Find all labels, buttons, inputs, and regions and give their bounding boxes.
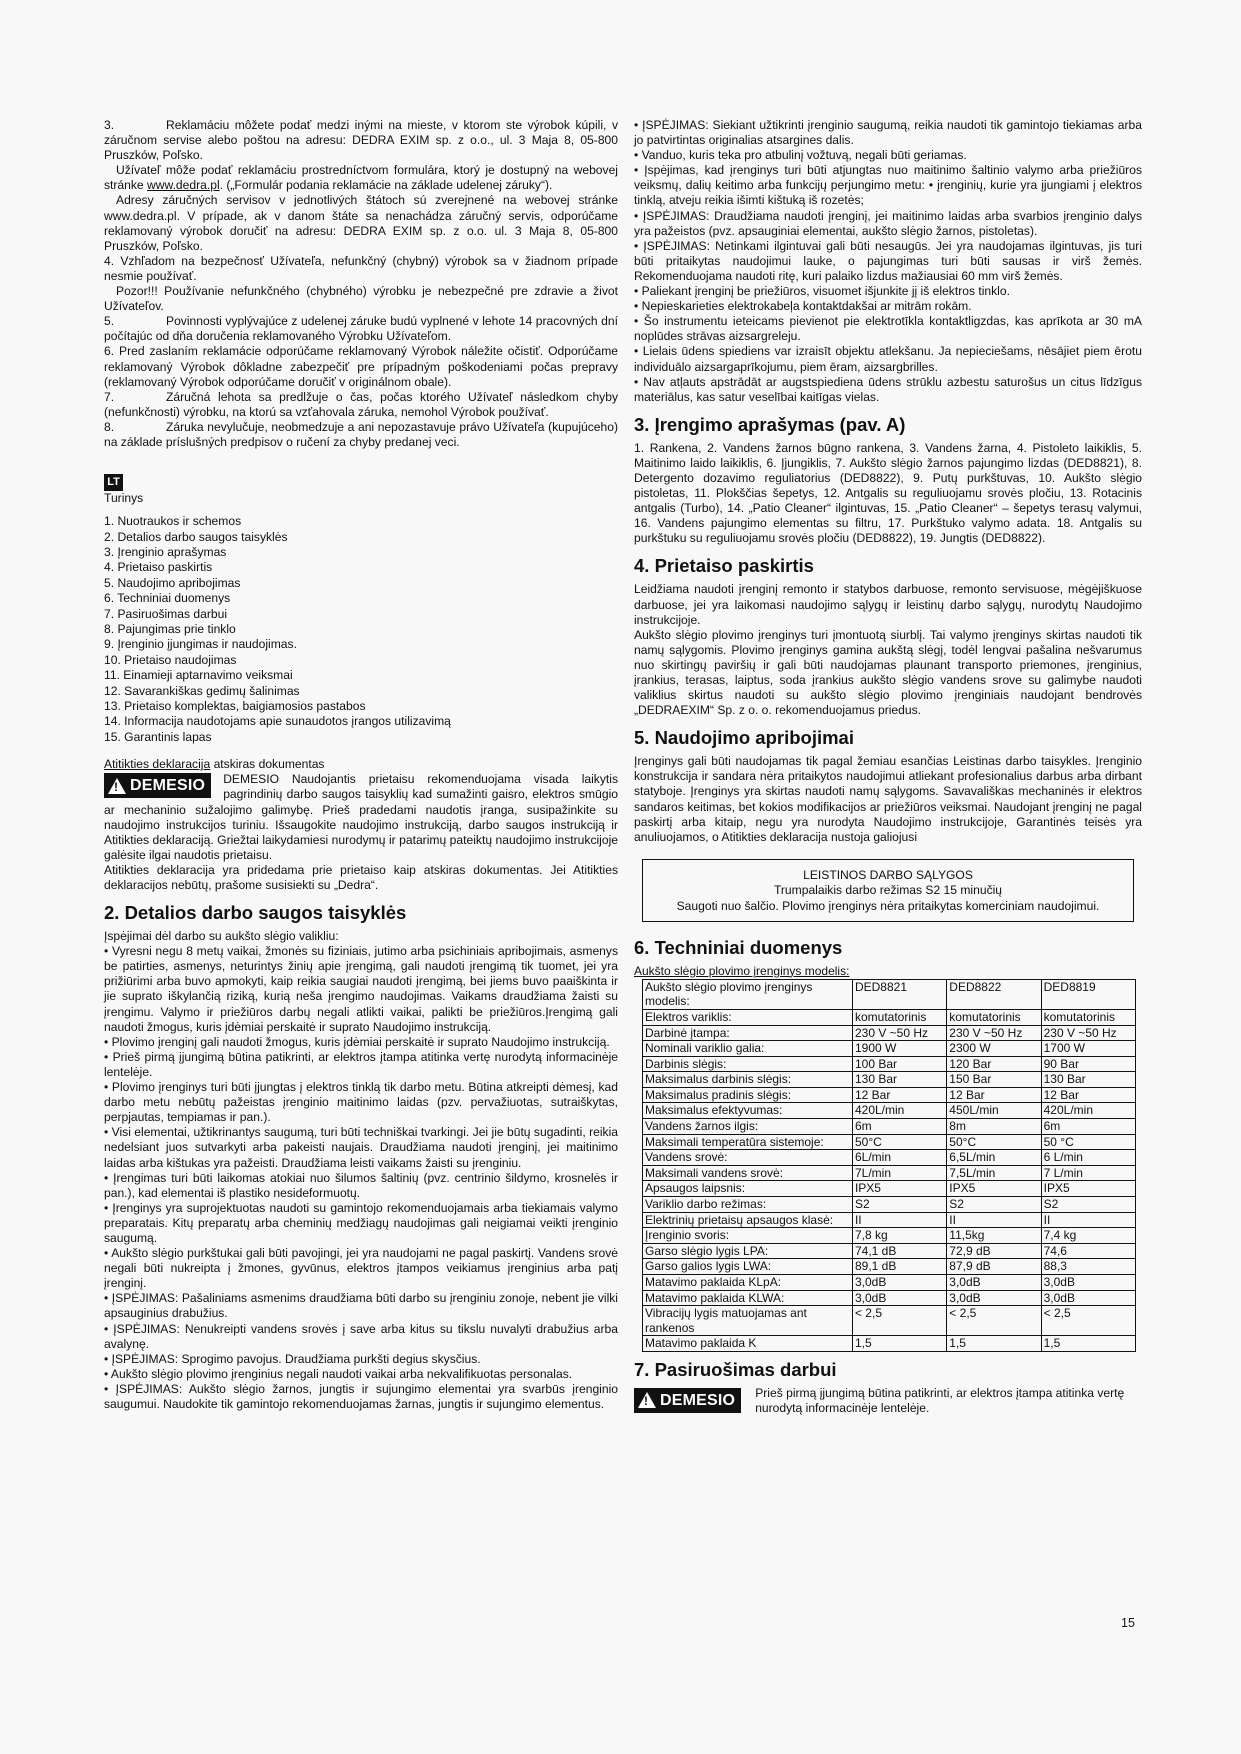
table-value-cell: 74,1 dB <box>852 1243 946 1259</box>
table-label-cell: Elektros variklis: <box>643 1009 853 1025</box>
safety-item: • Įrenginys yra suprojektuotas naudoti su gamintojo rekomenduojamais arba tiekiamais valymo preparatais. Kitų preparatų arba cheminių medžiagų naudojimas gali neigiamai veikti įrenginio saugumą. <box>104 1200 618 1245</box>
toc-item: 7. Pasiruošimas darbui <box>104 606 228 621</box>
section-6-heading: 6. Techniniai duomenys <box>634 936 843 958</box>
table-value-cell: 87,9 dB <box>947 1259 1041 1275</box>
table-value-cell: S2 <box>852 1197 946 1213</box>
table-row <box>643 1009 1136 1025</box>
table-row <box>643 1119 1136 1135</box>
section-2-heading: 2. Detalios darbo saugos taisyklės <box>104 902 407 924</box>
safety-item: • Vyresni negu 8 metų vaikai, žmonės su fiziniais, jutimo arba psichiniais apribojimais, asmenys be patirties, asmenys, neturintys žinių apie įrengimą, gali naudoti įrengimą tik tuomet, jei yra prižiūrimi arba buvo apmokyti, kaip reikia saugiai naudoti įrengimą, bei jiems buvo paaiškinta ir jie suprato iškylančią riziką, kurią neša įrengimo naudojimas. Vaikams draudžiama žaisti su įrengimu. Valymo ir priežiūros darbų negali atlikti vaikai, palikti be priežiūros.Įrengimą gali naudoti žmogus, kuris įdėmiai perskaitė ir suprato Naudojimo instrukciją. <box>104 944 618 1034</box>
dedra-link[interactable]: www.dedra.pl <box>147 178 220 193</box>
toc-item: 11. Einamieji aptarnavimo veiksmai <box>104 668 293 683</box>
table-value-cell: 450L/min <box>947 1103 1041 1119</box>
table-value-cell: DED8822 <box>947 979 1041 1009</box>
section-4-heading: 4. Prietaiso paskirtis <box>634 555 814 577</box>
table-value-cell: 8m <box>947 1119 1041 1135</box>
section-4-body-a: Leidžiama naudoti įrenginį remonto ir statybos darbuose, remonto servisuose, mėgėjiškuose darbuose, jei yra laikomasi naudojimo sąlygų ir leistinų darbo sąlygų, nurodytų Naudojimo instrukcijoje. <box>634 582 1142 627</box>
table-value-cell: 74,6 <box>1041 1243 1135 1259</box>
sk-item-6: 6. Pred zaslaním reklamácie odporúčame reklamovaný Výrobok náležite očistiť. Odporúčame reklamovaný Výrobok dôkladne zabezpečiť pre prípadným poškodeniami počas prepravy (reklamovaný Výrobok odporúčame doručiť v originálnom obale). <box>104 344 618 389</box>
safety-item: • Įspėjimas, kad įrenginys turi būti atjungtas nuo maitinimo šaltinio valymo arba priežiūros veiksmų, dalių keitimo arba funkcijų perjungimo metu: • įrenginių, kurie yra įjungiami į elektros tinklą, atveju reikia išimti kištuką iš rozetės; <box>634 163 1142 208</box>
table-value-cell: 6m <box>852 1119 946 1135</box>
toc-item: 6. Techniniai duomenys <box>104 591 231 606</box>
table-label-cell: Vandens žarnos ilgis: <box>643 1119 853 1135</box>
technical-data-table <box>642 979 1136 1352</box>
table-value-cell: II <box>947 1212 1041 1228</box>
table-value-cell: 1,5 <box>947 1336 1041 1352</box>
toc-item: 5. Naudojimo apribojimas <box>104 575 241 590</box>
table-label-cell: Matavimo paklaida KLWA: <box>643 1290 853 1306</box>
table-caption: Aukšto slėgio plovimo įrenginys modelis: <box>634 963 850 978</box>
table-label-cell: Nominali variklio galia: <box>643 1041 853 1057</box>
safety-item: • Nepieskarieties elektrokabeļa kontaktdakšai ar mitrām rokām. <box>634 299 972 314</box>
warning-text: Prieš pirmą įjungimą būtina patikrinti, ar elektros įtampa atitinka vertę nurodytą informacinėje lentelėje. <box>755 1385 1125 1416</box>
warning-badge: ! DEMESIO <box>104 773 211 798</box>
safety-item: • Plovimo įrenginį gali naudoti žmogus, kuris įdėmiai perskaitė ir suprato Naudojimo instrukciją. <box>104 1034 610 1049</box>
table-label-cell: Darbinė įtampa: <box>643 1025 853 1041</box>
box-line: Saugoti nuo šalčio. Plovimo įrenginys nėra pritaikytas komerciniam naudojimui. <box>676 899 1100 914</box>
toc-item: 3. Įrenginio aprašymas <box>104 544 227 559</box>
table-value-cell: komutatorinis <box>1041 1009 1135 1025</box>
table-value-cell: 230 V ~50 Hz <box>1041 1025 1135 1041</box>
table-label-cell: Darbinis slėgis: <box>643 1056 853 1072</box>
table-value-cell: 230 V ~50 Hz <box>947 1025 1041 1041</box>
table-row <box>643 1212 1136 1228</box>
safety-item: • Lielais ūdens spiediens var izraisīt objektu atlekšanu. Ja nepieciešams, nēsājiet piem ērotu individuālo aizsargaprīkojumu, piem ēram, aizsargbrilles. <box>634 344 1142 374</box>
table-value-cell: 3,0dB <box>947 1275 1041 1291</box>
section-5-heading: 5. Naudojimo apribojimai <box>634 727 854 749</box>
table-label-cell: Matavimo paklaida KLpA: <box>643 1275 853 1291</box>
right-column <box>634 118 1142 1416</box>
table-value-cell: 6m <box>1041 1119 1135 1135</box>
safety-item: • ĮSPĖJIMAS: Nenukreipti vandens srovės į save arba kitus su tikslu nuvalyti drabužius arba avalynę. <box>104 1321 618 1351</box>
table-label-cell: Maksimalus efektyvumas: <box>643 1103 853 1119</box>
table-value-cell: 50°C <box>852 1134 946 1150</box>
sk-item-7: 7. Záručná lehota sa predlžuje o čas, počas ktorého Užívateľ následkom chyby (nefunkčnosti) výrobku, na ktorú sa vzťahovala záruka, nemohol Výrobok používať. <box>104 389 618 419</box>
table-value-cell: 6L/min <box>852 1150 946 1166</box>
lt-language-badge: LT <box>104 474 123 491</box>
safety-item: • Plovimo įrenginys turi būti įjungtas į elektros tinklą tik darbo metu. Būtina atkreipti dėmesį, kad darbo metu nebūtų pažeistas įrenginio maitinimo laidas (pzv. pervažiuotas, sutraiškytas, perpjautas, tempiamas ir pan.). <box>104 1080 618 1125</box>
table-label-cell: Apsaugos laipsnis: <box>643 1181 853 1197</box>
table-value-cell: S2 <box>947 1197 1041 1213</box>
table-value-cell: < 2,5 <box>852 1306 946 1336</box>
warning-text: DEMESIO Naudojantis prietaisu rekomenduojama visada laikytis pagrindinių darbo saugos taisyklių kad sumažinti gaisro, elektros smūgio ar mechaninio sužalojimo galimybę. Prieš pradedami naudotis įranga, susipažinkite su naudojimo instrukcijos turiniu. Išsaugokite naudojimo instrukciją, darbo saugos instrukciją ir Atitikties deklaraciją. Griežtai laikydamiesi nurodymų ir patarimų pateiktų naudojimo instrukcijoje galėsite ilgai naudotis prietaisu. <box>104 772 618 862</box>
table-value-cell: 420L/min <box>852 1103 946 1119</box>
toc-item: 12. Savarankiškas gedimų šalinimas <box>104 683 300 698</box>
table-value-cell: < 2,5 <box>947 1306 1041 1336</box>
sk-item-3-text: Reklamáciu môžete podať medzi inými na mieste, v ktorom ste výrobok kúpili, v záručnom servise alebo poštou na adresu: DEDRA EXIM sp. z o.o., ul. 3 Maja 8, 05-800 Pruszków, Poľsko. <box>104 118 618 163</box>
table-value-cell: 7,4 kg <box>1041 1228 1135 1244</box>
table-value-cell: komutatorinis <box>947 1009 1041 1025</box>
declaration-note: Atitikties deklaracija atskiras dokumentas <box>104 757 325 772</box>
permitted-conditions-box <box>642 859 1134 922</box>
table-value-cell: IPX5 <box>947 1181 1041 1197</box>
table-value-cell: S2 <box>1041 1197 1135 1213</box>
table-row <box>643 979 1136 1009</box>
table-value-cell: II <box>1041 1212 1135 1228</box>
toc-item: 15. Garantinis lapas <box>104 729 212 744</box>
section-7-heading: 7. Pasiruošimas darbui <box>634 1358 837 1380</box>
table-value-cell: II <box>852 1212 946 1228</box>
table-row <box>643 1275 1136 1291</box>
table-value-cell: 150 Bar <box>947 1072 1041 1088</box>
safety-item: • Paliekant įrenginį be priežiūros, visuomet išjunkite jį iš elektros tinklo. <box>634 284 1010 299</box>
table-value-cell: DED8821 <box>852 979 946 1009</box>
table-value-cell: 89,1 dB <box>852 1259 946 1275</box>
table-value-cell: 3,0dB <box>1041 1275 1135 1291</box>
table-value-cell: 100 Bar <box>852 1056 946 1072</box>
table-value-cell: 90 Bar <box>1041 1056 1135 1072</box>
table-row <box>643 1306 1136 1336</box>
table-value-cell: 1900 W <box>852 1041 946 1057</box>
table-row <box>643 1134 1136 1150</box>
table-value-cell: 12 Bar <box>852 1087 946 1103</box>
table-label-cell: Matavimo paklaida K <box>643 1336 853 1352</box>
sk-item-3-services: Adresy záručných servisov v jednotlivých štátoch sú zverejnené na webovej stránke www.dedra.pl. V prípade, ak v danom štáte sa nenachádza záručný servis, odporúčame reklamovaný výrobok doručiť na adresu: DEDRA EXIM sp. z o.o. ul. 3 Maja 8, 05-800 Pruszków, Poľsko. <box>104 193 618 253</box>
table-value-cell: 3,0dB <box>947 1290 1041 1306</box>
table-value-cell: 120 Bar <box>947 1056 1041 1072</box>
table-value-cell: IPX5 <box>852 1181 946 1197</box>
page-number: 15 <box>1121 1616 1135 1630</box>
table-row <box>643 1290 1136 1306</box>
safety-item: • Nav atļauts apstrādāt ar augstspiediena ūdens strūklu azbestu saturošus un citus līdzīgus materiālus, kas satur veselībai kaitīgas vielas. <box>634 374 1142 404</box>
table-row <box>643 1259 1136 1275</box>
warning-triangle-icon: ! <box>108 778 126 794</box>
table-value-cell: 130 Bar <box>1041 1072 1135 1088</box>
table-label-cell: Maksimalus pradinis slėgis: <box>643 1087 853 1103</box>
table-row <box>643 1056 1136 1072</box>
table-row <box>643 1103 1136 1119</box>
table-label-cell: Vibracijų lygis matuojamas ant rankenos <box>643 1306 853 1336</box>
table-label-cell: Aukšto slėgio plovimo įrenginys modelis: <box>643 979 853 1009</box>
safety-item: • ĮSPĖJIMAS: Pašaliniams asmenims draudžiama būti darbo su įrenginiu zonoje, nebent jie vilki apsauginius drabužius. <box>104 1291 618 1321</box>
table-value-cell: 1700 W <box>1041 1041 1135 1057</box>
table-label-cell: Įrenginio svoris: <box>643 1228 853 1244</box>
table-value-cell: 6 L/min <box>1041 1150 1135 1166</box>
table-label-cell: Garso galios lygis LWA: <box>643 1259 853 1275</box>
table-label-cell: Elektrinių prietaisų apsaugos klasė: <box>643 1212 853 1228</box>
warning-block-7 <box>634 1386 1142 1416</box>
warning-badge: ! DEMESIO <box>634 1388 741 1413</box>
safety-item: • ĮSPĖJIMAS: Siekiant užtikrinti įrenginio saugumą, reikia naudoti tik gamintojo tiekiamas arba jo patvirtintas originalias atsargines dalis. <box>634 118 1142 148</box>
toc-item: 8. Pajungimas prie tinklo <box>104 622 236 636</box>
safety-item: • ĮSPĖJIMAS: Netinkami ilgintuvai gali būti nesaugūs. Jei yra naudojamas ilgintuvas, jis turi būti pritaikytas naudojimui lauke, o pajungimas turi būti sausas ir virš žemės. Rekomenduojama naudoti ritę, kuri palaiko lizdus mažiausiai 60 mm virš žemės. <box>634 238 1142 283</box>
table-value-cell: 7 L/min <box>1041 1165 1135 1181</box>
table-row <box>643 1150 1136 1166</box>
table-row <box>643 1041 1136 1057</box>
sk-item-4: 4. Vzhľadom na bezpečnosť Užívateľa, nefunkčný (chybný) výrobok sa v žiadnom prípade nesmie používať. <box>104 253 618 283</box>
table-row <box>643 1243 1136 1259</box>
table-value-cell: 88,3 <box>1041 1259 1135 1275</box>
toc-item: 10. Prietaiso naudojimas <box>104 652 237 667</box>
safety-item: • ĮSPĖJIMAS: Draudžiama naudoti įrenginį, jei maitinimo laidas arba svarbios įrenginio dalys yra pažeistos (pvz. apsauginiai elementai, aukšto slėgio žarnos, pistoletas). <box>634 208 1142 238</box>
sk-item-8: 8. Záruka nevylučuje, neobmedzuje a ani nepozastavuje právo Užívateľa (kupujúceho) na základe príslušných predpisov o ručení za chyby predanej veci. <box>104 419 618 449</box>
toc-item: 1. Nuotraukos ir schemos <box>104 514 242 529</box>
section-3-body: 1. Rankena, 2. Vandens žarnos būgno rankena, 3. Vandens žarna, 4. Pistoleto laikiklis, 5. Maitinimo laido laikiklis, 6. Įjungiklis, 7. Aukšto slėgio žarnos pajungimo lizdas (DED8821), 8. Detergento dozavimo reguliatorius (DED8822), 9. Putų purkštuvas, 10. Aukšto slėgio pistoletas, 11. Plokščias šepetys, 12. Antgalis su reguliuojamu srovės pločiu, 13. Rotacinis antgalis (Turbo), 14. „Patio Cleaner“ ilgintuvas, 15. „Patio Cleaner“ – šepetys terasų valymui, 16. Vandens pajungimo elementas su filtru, 17. Purkštuko valymo adata. 18. Antgalis su purkštuku su reguliuojamu srovės pločiu (DED8822), 19. Jungtis (DED8822). <box>634 440 1142 546</box>
left-column <box>104 118 618 1412</box>
table-value-cell: < 2,5 <box>1041 1306 1135 1336</box>
safety-item: Įspėjimai dėl darbo su aukšto slėgio valikliu: <box>104 929 339 944</box>
table-label-cell: Maksimali vandens srovė: <box>643 1165 853 1181</box>
safety-item: • Prieš pirmą įjungimą būtina patikrinti, ar elektros įtampa atitinka vertę nurodytą informacinėje lentelėje. <box>104 1049 618 1079</box>
table-value-cell: DED8819 <box>1041 979 1135 1009</box>
table-value-cell: 230 V ~50 Hz <box>852 1025 946 1041</box>
sk-item-3-form: Užívateľ môže podať reklamáciu prostredníctvom formulára, ktorý je dostupný na webovej stránke www.dedra.pl. („Formulár podania reklamácie na základe udelenej záruky“). <box>104 163 618 193</box>
toc-item: 9. Įrenginio įjungimas ir naudojimas. <box>104 637 297 652</box>
table-label-cell: Maksimali temperatūra sistemoje: <box>643 1134 853 1150</box>
table-value-cell: 72,9 dB <box>947 1243 1041 1259</box>
table-value-cell: 420L/min <box>1041 1103 1135 1119</box>
table-value-cell: 130 Bar <box>852 1072 946 1088</box>
table-row <box>643 1087 1136 1103</box>
table-value-cell: 50 °C <box>1041 1134 1135 1150</box>
table-value-cell: 3,0dB <box>852 1290 946 1306</box>
section-3-heading: 3. Įrengimo aprašymas (pav. A) <box>634 413 906 435</box>
declaration-text: Atitikties deklaracija yra pridedama prie prietaiso kaip atskiras dokumentas. Jei Atitikties deklaracijos nebūtų, prašome susisiekti su „Dedra“. <box>104 862 618 892</box>
table-value-cell: 1,5 <box>852 1336 946 1352</box>
table-row <box>643 1336 1136 1352</box>
table-label-cell: Garso slėgio lygis LPA: <box>643 1243 853 1259</box>
box-line: Trumpalaikis darbo režimas S2 15 minučių <box>773 883 1003 898</box>
table-value-cell: 6,5L/min <box>947 1150 1041 1166</box>
table-row <box>643 1165 1136 1181</box>
toc-item: 14. Informacija naudotojams apie sunaudotos įrangos utilizavimą <box>104 714 451 729</box>
warning-block <box>104 772 618 863</box>
table-value-cell: 3,0dB <box>852 1275 946 1291</box>
section-2-body <box>104 929 618 1412</box>
table-row <box>643 1025 1136 1041</box>
table-label-cell: Vandens srovė: <box>643 1150 853 1166</box>
table-value-cell: 12 Bar <box>947 1087 1041 1103</box>
table-value-cell: 7,5L/min <box>947 1165 1041 1181</box>
table-value-cell: komutatorinis <box>852 1009 946 1025</box>
table-row <box>643 1197 1136 1213</box>
toc-item: 4. Prietaiso paskirtis <box>104 560 213 575</box>
table-of-contents <box>104 514 618 745</box>
table-label-cell: Variklio darbo režimas: <box>643 1197 853 1213</box>
safety-item: • Įrengimas turi būti laikomas atokiai nuo šilumos šaltinių (pvz. centrinio šildymo, krosnelės ir pan.), kad elementai iš plastiko nesideformuotų. <box>104 1170 618 1200</box>
box-title: LEISTINOS DARBO SĄLYGOS <box>803 867 973 882</box>
sk-item-3: 3. <box>104 118 115 132</box>
table-row <box>643 1228 1136 1244</box>
table-value-cell: 3,0dB <box>1041 1290 1135 1306</box>
safety-item: • Aukšto slėgio plovimo įrenginius negali naudoti vaikai arba nekvalifikuotas personalas. <box>104 1366 573 1381</box>
table-row <box>643 1072 1136 1088</box>
table-value-cell: 1,5 <box>1041 1336 1135 1352</box>
table-row <box>643 1181 1136 1197</box>
table-value-cell: 50°C <box>947 1134 1041 1150</box>
safety-item: • Vanduo, kuris teka pro atbulinį vožtuvą, negali būti geriamas. <box>634 148 967 163</box>
toc-title: Turinys <box>104 491 144 506</box>
section-5-body: Įrenginys gali būti naudojamas tik pagal žemiau esančias Leistinas darbo taisykles. Įrenginio konstrukcija ir sandara nėra pritaikytos naudojimui atliekant profesionalius darbus arba dirbant statyboje. Įrenginys yra skirtas naudoti namų sąlygoms. Savavališkas mechaninės ir elektros sandaros keitimas, bet kokios modifikacijos ar priežiūros veiksmai. Naudojant įrenginį ne pagal paskirtį arba kitaip, negu yra nurodyta Naudojimo instrukcijoje, Garantinės teisės yra anuliuojamos, o Atitikties deklaracija nustoja galiojusi <box>634 754 1142 844</box>
sk-item-4-warning: Pozor!!! Používanie nefunkčného (chybného) výrobku je nebezpečné pre zdravie a život Užívateľov. <box>104 284 618 314</box>
table-value-cell: 2300 W <box>947 1041 1041 1057</box>
safety-item: • Aukšto slėgio purkštukai gali būti pavojingi, jei yra naudojami ne pagal paskirtį. Vandens srovė negali būti nukreipta į žmones, gyvūnus, elektros įtampos veikiamus įrenginius arba patį įrenginį. <box>104 1246 618 1291</box>
table-value-cell: 7L/min <box>852 1165 946 1181</box>
safety-item: • Šo instrumentu ieteicams pievienot pie elektrotīkla kontaktligzdas, kas aprīkota ar 30 mA noplūdes strāvas aizsargreleju. <box>634 314 1142 344</box>
safety-item: • Visi elementai, užtikrinantys saugumą, turi būti techniškai tvarkingi. Jei jie būtų sugadinti, reikia nedelsiant juos sutvarkyti arba pakeisti naujais. Draudžiama naudoti įrenginį, jei maitinimo laidas arba kištukas yra pažeisti. Draudžiama leisti vaikams žaisti su įrenginiu. <box>104 1125 618 1170</box>
section-4-body-b: Aukšto slėgio plovimo įrenginys turi įmontuotą siurblį. Tai valymo įrenginys skirtas naudoti tik namų sąlygomis. Plovimo įrenginys gamina aukštą slėgį, todėl lengvai pašalina nešvarumus nuo skirtingų paviršių ir gali būti naudojamas plaunant transporto priemones, įrenginius, įrankius, terasas, laiptus, soda įrankius aukšto slėgio vandens srove su galimybe naudoti valiklius skirtus naudoti su aukšto slėgio plovimo įrenginiais naudojant bendrovės „DEDRAEXIM“ Sp. z o. o. rekomenduojamus priedus. <box>634 627 1142 718</box>
sk-item-5: 5. Povinnosti vyplývajúce z udelenej záruke budú vyplnené v lehote 14 pracovných dní počítajúc od dňa doručenia reklamovaného Výrobku Užívateľom. <box>104 314 618 344</box>
table-value-cell: 11,5kg <box>947 1228 1041 1244</box>
safety-item: • ĮSPĖJIMAS: Sprogimo pavojus. Draudžiama purkšti degius skysčius. <box>104 1351 481 1366</box>
table-value-cell: 7,8 kg <box>852 1228 946 1244</box>
warning-triangle-icon: ! <box>638 1392 656 1408</box>
toc-item: 13. Prietaiso komplektas, baigiamosios pastabos <box>104 699 366 714</box>
toc-item: 2. Detalios darbo saugos taisyklės <box>104 529 288 544</box>
safety-item: • ĮSPĖJIMAS: Aukšto slėgio žarnos, jungtis ir sujungimo elementai yra svarbūs įrenginio saugumui. Naudokite tik gamintojo rekomenduojamas žarnas, jungtis ir sujungimo elementus. <box>104 1381 618 1411</box>
table-value-cell: IPX5 <box>1041 1181 1135 1197</box>
table-label-cell: Maksimalus darbinis slėgis: <box>643 1072 853 1088</box>
table-value-cell: 12 Bar <box>1041 1087 1135 1103</box>
safety-continued <box>634 118 1142 405</box>
